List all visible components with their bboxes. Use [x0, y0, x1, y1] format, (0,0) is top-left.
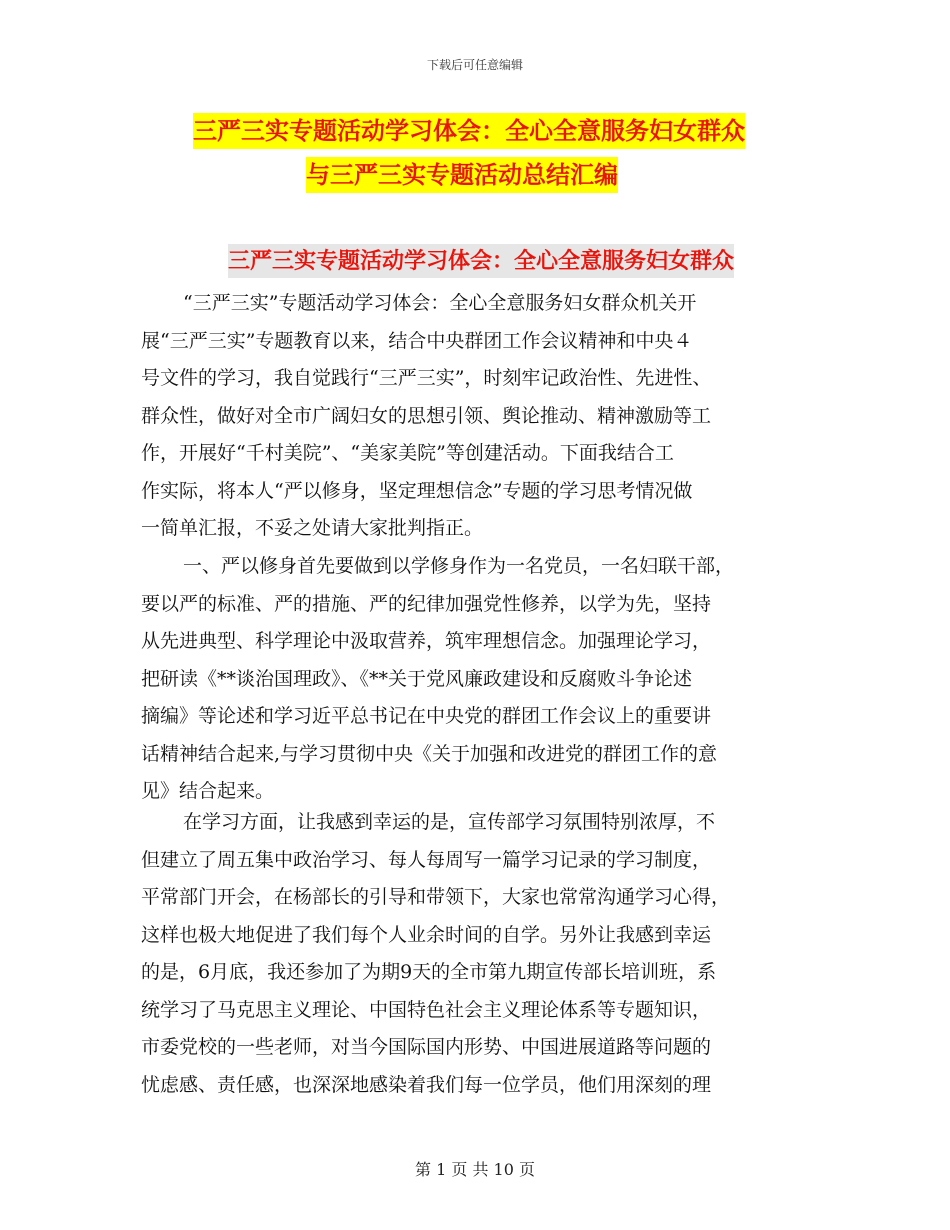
page-header: 下载后可任意编辑	[426, 58, 523, 72]
paragraph-line: 话精神结合起来,与学习贯彻中央《关于加强和改进党的群团工作的意	[141, 742, 718, 765]
paragraph-line: 作，开展好“千村美院”、“美家美院”等创建活动。下面我结合工	[141, 442, 674, 464]
paragraph-line: 群众性，做好对全市广阔妇女的思想引领、舆论推动、精神激励等工	[141, 404, 712, 427]
page-footer: 第 1 页 共 10 页	[415, 1160, 535, 1179]
paragraph-line: 号文件的学习，我自觉践行“三严三实”，时刻牢记政治性、先进性、	[141, 367, 712, 389]
paragraph-line: 但建立了周五集中政治学习、每人每周写一篇学习记录的学习制度，	[141, 848, 712, 871]
paragraph-line: 展“三严三实”专题教育以来，结合中央群团工作会议精神和中央４	[141, 329, 693, 352]
paragraph-line: “三严三实”专题活动学习体会：全心全意服务妇女群众机关开	[183, 292, 697, 314]
paragraph-line: 把研读《**谈治国理政》、《**关于党风廉政建设和反腐败斗争论述	[141, 667, 693, 690]
paragraph-line: 的是，6月底，我还参加了为期9天的全市第九期宣传部长培训班，系	[141, 961, 717, 983]
paragraph-line: 作实际，将本人“严以修身，坚定理想信念”专题的学习思考情况做	[141, 479, 693, 502]
paragraph-line: 市委党校的一些老师，对当今国际国内形势、中国进展道路等问题的	[141, 1036, 712, 1058]
paragraph-3	[141, 804, 811, 1104]
paragraph-line: 统学习了马克思主义理论、中国特色社会主义理论体系等专题知识，	[141, 998, 712, 1021]
paragraph-line: 从先进典型、科学理论中汲取营养，筑牢理想信念。加强理论学习，	[141, 630, 712, 652]
document-title-line-2: 与三严三实专题活动总结汇编	[306, 157, 618, 193]
paragraph-1	[141, 285, 811, 548]
paragraph-line: 一、严以修身首先要做到以学修身作为一名党员，一名妇联干部，	[183, 555, 735, 577]
paragraph-2	[141, 548, 811, 811]
document-title-line-1: 三严三实专题活动学习体会：全心全意服务妇女群众	[193, 113, 745, 149]
paragraph-line: 要以严的标准、严的措施、严的纪律加强党性修养，以学为先，坚持	[141, 592, 712, 615]
paragraph-line: 平常部门开会，在杨部长的引导和带领下，大家也常常沟通学习心得，	[141, 886, 731, 908]
section-title: 三严三实专题活动学习体会：全心全意服务妇女群众	[228, 244, 734, 278]
paragraph-line: 这样也极大地促进了我们每个人业余时间的自学。另外让我感到幸运	[141, 923, 712, 946]
paragraph-line: 忧虑感、责任感，也深深地感染着我们每一位学员，他们用深刻的理	[141, 1073, 712, 1096]
paragraph-line: 在学习方面，让我感到幸运的是，宣传部学习氛围特别浓厚，不	[183, 811, 716, 833]
paragraph-line: 一简单汇报，不妥之处请大家批判指正。	[141, 517, 484, 539]
paragraph-line: 摘编》等论述和学习近平总书记在中央党的群团工作会议上的重要讲	[141, 705, 712, 727]
paragraph-line: 见》结合起来。	[141, 780, 275, 802]
